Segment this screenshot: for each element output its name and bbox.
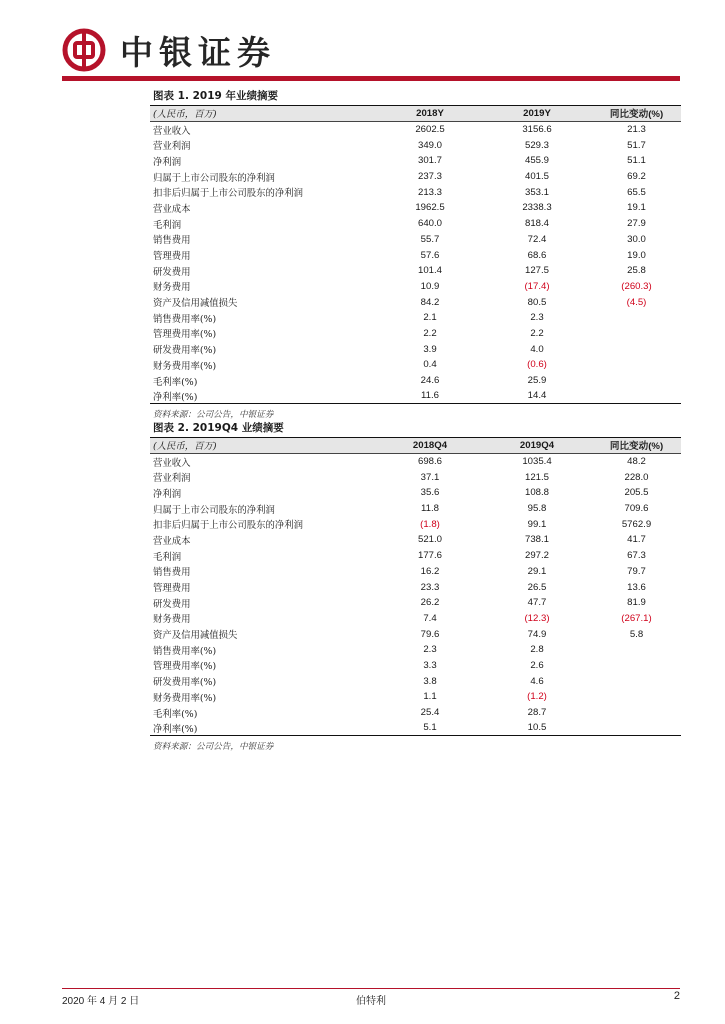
data-table [150, 438, 681, 736]
table-cell: 95.8 [527, 503, 547, 515]
column-header: (人民币，百万) [153, 109, 217, 121]
row-label: 净利率(%) [153, 723, 198, 735]
table-cell: 21.3 [627, 124, 646, 136]
table-cell: 205.5 [624, 487, 649, 499]
table-cell: 25.4 [420, 707, 440, 719]
table-row [150, 247, 681, 263]
row-label: 营业收入 [153, 457, 191, 469]
table-cell: 69.2 [627, 171, 646, 183]
table-cell: 297.2 [524, 550, 549, 562]
row-label: 扣非后归属于上市公司股东的净利润 [153, 188, 304, 200]
row-label: 财务费用 [153, 282, 191, 294]
table-row [150, 388, 681, 404]
table-cell: (4.5) [626, 296, 647, 308]
table-title: 图表 1. 2019 年业绩摘要 [150, 86, 681, 106]
row-label: 研发费用 [153, 598, 191, 610]
page-footer [62, 990, 680, 1006]
table-cell: 2.8 [530, 644, 544, 656]
table-cell: 738.1 [524, 534, 549, 546]
table-cell: 47.7 [527, 597, 547, 609]
row-label: 管理费用 [153, 251, 191, 263]
column-header: 2019Y [523, 107, 551, 119]
table-cell: 521.0 [417, 534, 442, 546]
table-cell: 349.0 [417, 139, 442, 151]
table-row [150, 153, 681, 169]
row-label: 归属于上市公司股东的净利润 [153, 172, 275, 184]
table-row [150, 326, 681, 342]
table-row [150, 720, 681, 736]
table-row [150, 122, 681, 138]
table-cell: 1.1 [423, 691, 437, 703]
column-header: 2018Q4 [412, 439, 448, 451]
table-header-row [150, 438, 681, 454]
table-cell: (1.2) [527, 691, 547, 703]
table-cell: 4.6 [530, 675, 544, 687]
footer-date: 2020 年 4 月 2 日 [62, 996, 140, 1007]
table-cell: 19.1 [627, 202, 646, 214]
table-cell: 25.8 [627, 265, 646, 277]
table-row [150, 469, 681, 485]
page-number: 2 [673, 990, 680, 1002]
table-cell: 7.4 [423, 612, 437, 624]
table-cell: 48.2 [627, 456, 646, 468]
table-cell: 698.6 [417, 456, 442, 468]
page-header [62, 26, 276, 74]
table-cell: 16.2 [420, 565, 440, 577]
table-cell: 2.2 [530, 327, 544, 339]
table-row [150, 485, 681, 501]
table-cell: 28.7 [527, 707, 547, 719]
table-row [150, 532, 681, 548]
table-row [150, 626, 681, 642]
table-cell: 13.6 [627, 581, 646, 593]
table-cell: 74.9 [527, 628, 547, 640]
table-cell: (260.3) [621, 280, 652, 292]
table-cell: 25.9 [527, 375, 547, 387]
row-label: 管理费用率(%) [153, 661, 217, 673]
row-label: 财务费用 [153, 614, 191, 626]
table-row [150, 184, 681, 200]
table-cell: 3.3 [423, 659, 437, 671]
row-label: 销售费用 [153, 235, 191, 247]
row-label: 毛利润 [153, 551, 182, 563]
row-label: 管理费用率(%) [153, 329, 217, 341]
table-cell: 99.1 [527, 518, 547, 530]
table-cell: 37.1 [420, 471, 440, 483]
table-row [150, 673, 681, 689]
row-label: 毛利率(%) [153, 708, 198, 720]
table-cell: 19.0 [627, 249, 646, 261]
table-cell: 84.2 [420, 296, 440, 308]
table-row [150, 501, 681, 517]
row-label: 研发费用 [153, 266, 191, 278]
row-label: 净利润 [153, 156, 182, 168]
table-cell: 10.9 [420, 280, 440, 292]
table-block-1 [150, 86, 681, 420]
table-row [150, 137, 681, 153]
table-cell: 0.4 [423, 359, 437, 371]
table-cell: 30.0 [627, 233, 646, 245]
table-cell: 121.5 [524, 471, 549, 483]
table-cell: 2.6 [530, 659, 544, 671]
table-cell: 2.2 [423, 327, 437, 339]
table-cell: 24.6 [420, 375, 440, 387]
table-row [150, 611, 681, 627]
row-label: 财务费用率(%) [153, 360, 217, 372]
row-label: 资产及信用减值损失 [153, 298, 238, 310]
table-source: 资料来源：公司公告，中银证券 [153, 410, 274, 421]
table-cell: 5.8 [629, 628, 644, 640]
row-label: 营业收入 [153, 125, 191, 137]
table-cell: 108.8 [524, 487, 549, 499]
table-row [150, 169, 681, 185]
table-cell: 709.6 [624, 503, 649, 515]
row-label: 营业利润 [153, 473, 191, 485]
table-row [150, 579, 681, 595]
table-cell: 27.9 [627, 218, 646, 230]
row-label: 研发费用率(%) [153, 677, 217, 689]
table-cell: 455.9 [524, 155, 549, 167]
table-row [150, 216, 681, 232]
table-cell: 26.5 [527, 581, 547, 593]
table-row [150, 200, 681, 216]
table-cell: 3.9 [423, 343, 437, 355]
table-title: 图表 2. 2019Q4 业绩摘要 [150, 418, 681, 438]
table-cell: 41.7 [627, 534, 646, 546]
table-cell: 35.6 [420, 487, 440, 499]
table-row [150, 689, 681, 705]
row-label: 资产及信用减值损失 [153, 630, 238, 642]
table-cell: 213.3 [417, 186, 442, 198]
row-label: 净利润 [153, 488, 182, 500]
row-label: 销售费用率(%) [153, 313, 217, 325]
row-label: 净利率(%) [153, 391, 198, 403]
table-cell: (17.4) [524, 280, 550, 292]
table-cell: (12.3) [524, 612, 550, 624]
row-label: 销售费用率(%) [153, 645, 217, 657]
table-cell: 10.5 [527, 722, 547, 734]
table-cell: 2602.5 [415, 124, 445, 136]
table-cell: 67.3 [627, 550, 646, 562]
table-cell: 65.5 [627, 186, 646, 198]
table-cell: 640.0 [417, 218, 442, 230]
table-cell: 529.3 [524, 139, 549, 151]
table-cell: 2.3 [423, 644, 437, 656]
table-cell: 14.4 [527, 390, 547, 402]
table-cell: 81.9 [627, 597, 646, 609]
table-cell: 79.6 [420, 628, 440, 640]
table-cell: 11.6 [421, 390, 439, 402]
footer-company: 伯特利 [356, 996, 386, 1007]
table-cell: 26.2 [420, 597, 440, 609]
table-cell: 1962.5 [415, 202, 445, 214]
table-cell: 23.3 [420, 581, 440, 593]
table-row [150, 454, 681, 470]
data-table [150, 106, 681, 404]
table-cell: 72.4 [527, 233, 547, 245]
table-row [150, 705, 681, 721]
table-row [150, 548, 681, 564]
table-cell: 3156.6 [522, 124, 552, 136]
table-cell: 228.0 [624, 471, 649, 483]
table-row [150, 658, 681, 674]
table-cell: 301.7 [417, 155, 442, 167]
table-row [150, 294, 681, 310]
table-header-row [150, 106, 681, 122]
table-row [150, 642, 681, 658]
table-row [150, 373, 681, 389]
table-cell: (0.6) [527, 359, 547, 371]
column-header: (人民币，百万) [153, 441, 217, 453]
row-label: 扣非后归属于上市公司股东的净利润 [153, 520, 304, 532]
table-row [150, 263, 681, 279]
row-label: 归属于上市公司股东的净利润 [153, 504, 275, 516]
row-label: 研发费用率(%) [153, 345, 217, 357]
table-cell: (1.8) [420, 518, 440, 530]
table-row [150, 232, 681, 248]
row-label: 管理费用 [153, 583, 191, 595]
table-cell: 353.1 [524, 186, 549, 198]
row-label: 销售费用 [153, 567, 191, 579]
table-cell: 29.1 [527, 565, 547, 577]
table-row [150, 516, 681, 532]
table-cell: 51.7 [627, 139, 646, 151]
table-cell: 101.4 [417, 265, 442, 277]
table-cell: 127.5 [524, 265, 549, 277]
table-cell: 818.4 [524, 218, 549, 230]
row-label: 营业利润 [153, 141, 191, 153]
table-cell: 11.8 [421, 503, 439, 515]
table-cell: 401.5 [524, 171, 549, 183]
table-cell: 5.1 [423, 722, 437, 734]
table-cell: (267.1) [621, 612, 652, 624]
table-cell: 55.7 [420, 233, 440, 245]
table-row [150, 310, 681, 326]
table-source: 资料来源：公司公告，中银证券 [153, 742, 274, 753]
column-header: 2019Q4 [519, 439, 555, 451]
table-cell: 51.1 [627, 155, 646, 167]
table-cell: 80.5 [527, 296, 547, 308]
table-row [150, 341, 681, 357]
row-label: 营业成本 [153, 203, 191, 215]
row-label: 营业成本 [153, 535, 191, 547]
table-row [150, 357, 681, 373]
table-cell: 3.8 [423, 675, 437, 687]
bank-of-china-logo-icon [62, 28, 106, 72]
table-cell: 4.0 [530, 343, 544, 355]
row-label: 财务费用率(%) [153, 692, 217, 704]
table-row [150, 595, 681, 611]
table-cell: 237.3 [417, 171, 442, 183]
table-cell: 68.6 [527, 249, 547, 261]
table-cell: 79.7 [627, 565, 646, 577]
table-cell: 57.6 [420, 249, 440, 261]
row-label: 毛利率(%) [153, 376, 198, 388]
table-cell: 5762.9 [621, 518, 652, 530]
column-header: 同比变动(%) [609, 441, 664, 453]
table-cell: 177.6 [417, 550, 442, 562]
table-cell: 2.1 [423, 312, 437, 324]
table-cell: 1035.4 [522, 456, 552, 468]
header-divider [62, 76, 680, 81]
column-header: 2018Y [416, 107, 444, 119]
table-cell: 2.3 [530, 312, 544, 324]
table-row [150, 279, 681, 295]
column-header: 同比变动(%) [609, 109, 664, 121]
table-cell: 2338.3 [522, 202, 552, 214]
table-block-2 [150, 418, 681, 752]
brand-name: 中银证券 [120, 32, 276, 72]
row-label: 毛利润 [153, 219, 182, 231]
table-row [150, 564, 681, 580]
